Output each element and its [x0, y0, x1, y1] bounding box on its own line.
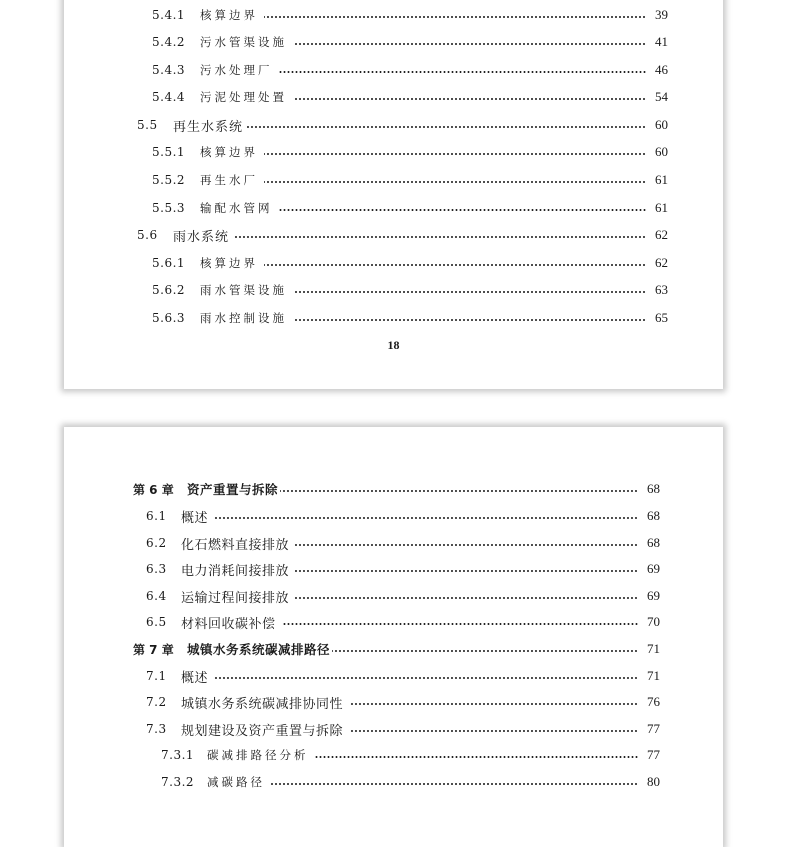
- toc-entry[interactable]: [161, 772, 660, 792]
- toc-entry-page: 71: [647, 641, 660, 656]
- toc-entry-number: 5.6.2: [152, 283, 186, 297]
- toc-entry-page: 77: [647, 747, 660, 762]
- dot-leader: [264, 181, 646, 183]
- toc-entry-number: 7.1: [146, 669, 167, 683]
- toc-entry-title: 再生水系统: [173, 119, 244, 135]
- toc-entry-number: 5.6.1: [152, 256, 186, 270]
- toc-entry[interactable]: [152, 5, 668, 25]
- toc-entry-title: 污水处理厂: [200, 63, 273, 77]
- toc-entry-number: 5.6.3: [152, 311, 186, 325]
- toc-entry-title: 核算边界: [200, 145, 258, 159]
- toc-entry-number: 5.4.4: [152, 90, 186, 104]
- toc-entry[interactable]: [146, 533, 660, 553]
- toc-entry-title: 减碳路径: [207, 775, 265, 789]
- toc-entry-page: 46: [655, 62, 668, 77]
- toc-entry-page: 41: [655, 34, 668, 49]
- toc-entry-title: 概述: [181, 510, 209, 526]
- toc-entry-title: 概述: [181, 670, 209, 686]
- toc-entry-page: 69: [647, 588, 660, 603]
- toc-entry-page: 63: [655, 282, 668, 297]
- dot-leader: [332, 650, 638, 652]
- dot-leader: [349, 730, 638, 732]
- toc-entry-number: 5.5.1: [152, 145, 186, 159]
- toc-entry-title: 运输过程间接排放: [181, 590, 290, 606]
- dot-leader: [214, 517, 638, 519]
- toc-entry[interactable]: [152, 308, 668, 328]
- toc-entry[interactable]: [161, 745, 660, 765]
- toc-entry-number: 6.4: [146, 589, 167, 603]
- toc-entry[interactable]: [152, 87, 668, 107]
- toc-entry-page: 60: [655, 117, 668, 132]
- toc-entry-page: 62: [655, 227, 668, 242]
- toc-entry-page: 60: [655, 144, 668, 159]
- toc-entry-chapter[interactable]: [133, 479, 660, 499]
- dot-leader: [293, 98, 646, 100]
- toc-entry-page: 71: [647, 668, 660, 683]
- toc-entry-title: 雨水系统: [173, 229, 230, 245]
- toc-entry-number: 7.3.2: [161, 775, 195, 789]
- dot-leader: [293, 291, 646, 293]
- toc-entry-page: 70: [647, 614, 660, 629]
- toc-entry-number: 6.2: [146, 536, 167, 550]
- toc-entry-number: 6.1: [146, 509, 167, 523]
- toc-entry-title: 雨水控制设施: [200, 311, 287, 325]
- dot-leader: [295, 597, 638, 599]
- toc-entry-title: 化石燃料直接排放: [181, 537, 290, 553]
- toc-entry-page: 61: [655, 172, 668, 187]
- dot-leader: [214, 677, 638, 679]
- toc-entry[interactable]: [152, 60, 668, 80]
- toc-entry-page: 62: [655, 255, 668, 270]
- toc-entry-title: 核算边界: [200, 256, 258, 270]
- toc-entry[interactable]: [152, 253, 668, 273]
- toc-entry-page: 65: [655, 310, 668, 325]
- toc-entry[interactable]: [152, 32, 668, 52]
- toc-entry[interactable]: [137, 115, 668, 135]
- toc-entry-title: 城镇水务系统碳减排协同性: [181, 696, 344, 712]
- toc-entry-title: 碳减排路径分析: [207, 748, 309, 762]
- toc-entry[interactable]: [152, 198, 668, 218]
- toc-entry-title: 材料回收碳补偿: [181, 616, 276, 632]
- toc-entry-number: 5.6: [137, 228, 158, 242]
- toc-entry-page: 77: [647, 721, 660, 736]
- toc-entry-page: 39: [655, 7, 668, 22]
- toc-entry-number: 第 6 章: [133, 482, 174, 497]
- toc-entry[interactable]: [146, 586, 660, 606]
- dot-leader: [282, 623, 638, 625]
- dot-leader: [280, 490, 638, 492]
- toc-entry-page: 54: [655, 89, 668, 104]
- dot-leader: [271, 783, 638, 785]
- toc-entry-page: 68: [647, 481, 660, 496]
- dot-leader: [247, 126, 646, 128]
- toc-entry-title: 污水管渠设施: [200, 35, 287, 49]
- document-page-toc-2: [64, 427, 723, 847]
- toc-entry[interactable]: [146, 612, 660, 632]
- toc-entry-number: 第 7 章: [133, 642, 174, 657]
- toc-entry[interactable]: [146, 559, 660, 579]
- toc-entry-title: 城镇水务系统碳减排路径: [187, 642, 331, 657]
- dot-leader: [233, 236, 646, 238]
- toc-entry-number: 7.3.1: [161, 748, 195, 762]
- toc-entry-page: 68: [647, 508, 660, 523]
- toc-entry[interactable]: [137, 225, 668, 245]
- document-page-toc-1: [64, 0, 723, 389]
- dot-leader: [293, 43, 646, 45]
- dot-leader: [264, 16, 646, 18]
- toc-entry-page: 76: [647, 694, 660, 709]
- toc-entry-title: 再生水厂: [200, 173, 258, 187]
- dot-leader: [295, 570, 638, 572]
- toc-entry-number: 5.4.3: [152, 63, 186, 77]
- dot-leader: [279, 71, 647, 73]
- toc-entry-page: 61: [655, 200, 668, 215]
- dot-leader: [293, 319, 646, 321]
- toc-entry[interactable]: [146, 719, 660, 739]
- toc-entry-title: 电力消耗间接排放: [181, 563, 290, 579]
- toc-entry-number: 6.5: [146, 615, 167, 629]
- toc-entry-page: 68: [647, 535, 660, 550]
- toc-entry-title: 雨水管渠设施: [200, 283, 287, 297]
- dot-leader: [295, 544, 638, 546]
- toc-entry-number: 5.5.2: [152, 173, 186, 187]
- toc-entry-title: 规划建设及资产重置与拆除: [181, 723, 344, 739]
- page-number: 18: [387, 338, 400, 352]
- toc-entry-title: 污泥处理处置: [200, 90, 287, 104]
- dot-leader: [315, 756, 639, 758]
- dot-leader: [349, 703, 638, 705]
- toc-entry[interactable]: [152, 170, 668, 190]
- toc-entry-page: 69: [647, 561, 660, 576]
- toc-entry-chapter[interactable]: [133, 639, 660, 659]
- toc-entry-title: 输配水管网: [200, 201, 273, 215]
- toc-entry[interactable]: [152, 142, 668, 162]
- toc-entry[interactable]: [146, 692, 660, 712]
- toc-entry-number: 5.5: [137, 118, 158, 132]
- toc-entry-number: 6.3: [146, 562, 167, 576]
- toc-entry[interactable]: [152, 280, 668, 300]
- toc-entry-title: 核算边界: [200, 8, 258, 22]
- toc-entry[interactable]: [146, 506, 660, 526]
- toc-entry-page: 80: [647, 774, 660, 789]
- dot-leader: [279, 209, 647, 211]
- dot-leader: [264, 264, 646, 266]
- toc-entry-number: 7.3: [146, 722, 167, 736]
- toc-entry-number: 7.2: [146, 695, 167, 709]
- toc-entry-number: 5.5.3: [152, 201, 186, 215]
- toc-entry-number: 5.4.2: [152, 35, 186, 49]
- toc-entry[interactable]: [146, 666, 660, 686]
- dot-leader: [264, 153, 646, 155]
- toc-entry-title: 资产重置与拆除: [187, 482, 279, 497]
- toc-entry-number: 5.4.1: [152, 8, 186, 22]
